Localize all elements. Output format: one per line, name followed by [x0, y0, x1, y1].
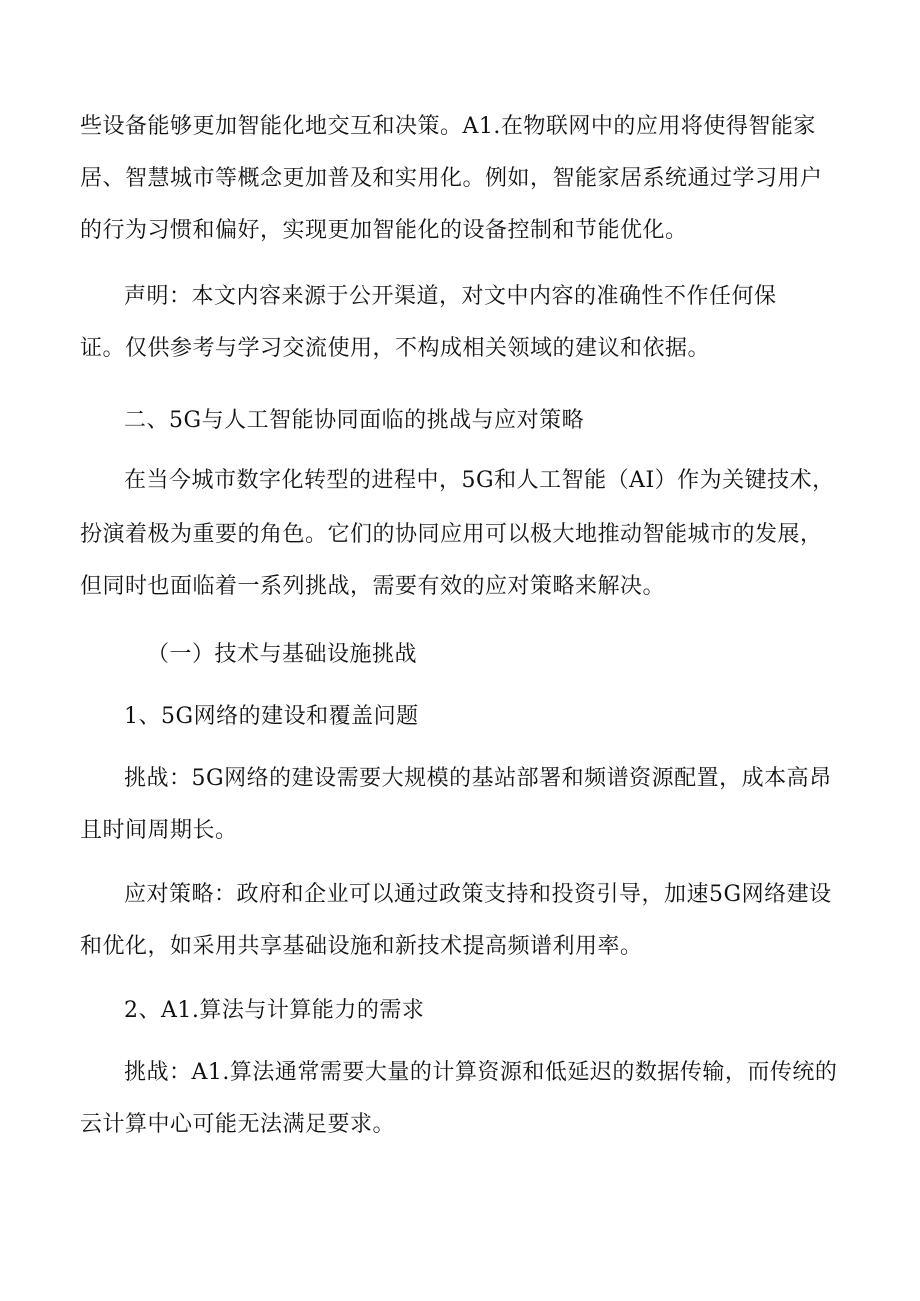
paragraph-line: 的行为习惯和偏好，实现更加智能化的设备控制和节能优化。 — [80, 218, 688, 243]
disclaimer-line: 证。仅供参考与学习交流使用，不构成相关领域的建议和依据。 — [80, 336, 711, 361]
intro-line: 但同时也面临着一系列挑战，需要有效的应对策略来解决。 — [80, 574, 666, 599]
paragraph-line: 居、智慧城市等概念更加普及和实用化。例如，智能家居系统通过学习用户 — [80, 166, 823, 191]
item1-strategy-line: 应对策略：政府和企业可以通过政策支持和投资引导，加速5G网络建设 — [124, 882, 832, 907]
intro-line: 扮演着极为重要的角色。它们的协同应用可以极大地推动智能城市的发展， — [80, 522, 823, 547]
subsection-heading: （一）技术与基础设施挑战 — [147, 642, 418, 667]
item1-challenge-line: 且时间周期长。 — [80, 818, 238, 843]
item2-challenge-line: 挑战：A1.算法通常需要大量的计算资源和低延迟的数据传输，而传统的 — [124, 1060, 838, 1085]
item1-strategy-line: 和优化，如采用共享基础设施和新技术提高频谱利用率。 — [80, 934, 643, 959]
intro-line: 在当今城市数字化转型的进程中，5G和人工智能（AI）作为关键技术， — [124, 468, 835, 493]
item1-challenge-line: 挑战：5G网络的建设需要大规模的基站部署和频谱资源配置，成本高昂 — [124, 766, 832, 791]
paragraph-line: 些设备能够更加智能化地交互和决策。A1.在物联网中的应用将使得智能家 — [80, 114, 816, 139]
item1-heading: 1、5G网络的建设和覆盖问题 — [124, 704, 419, 729]
disclaimer-line: 声明：本文内容来源于公开渠道，对文中内容的准确性不作任何保 — [124, 284, 777, 309]
section-heading: 二、5G与人工智能协同面临的挑战与应对策略 — [124, 408, 585, 433]
item2-heading: 2、A1.算法与计算能力的需求 — [124, 998, 425, 1023]
item2-challenge-line: 云计算中心可能无法满足要求。 — [80, 1112, 396, 1137]
